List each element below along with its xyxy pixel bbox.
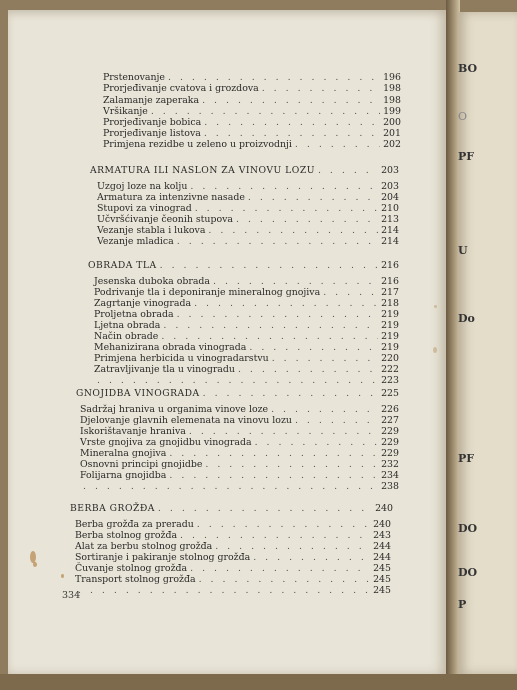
toc-entry: Berba stolnog grožđa . . . 243 (75, 530, 391, 541)
toc-entry: Stupovi za vinograd . . . 210 (97, 203, 399, 214)
toc-entry: Berba grožđa za preradu . . . 240 (75, 519, 391, 530)
toc-entry: Vezanje mladica . . . 214 (97, 236, 399, 247)
toc-entry: Uzgoj loze na kolju . . . 203 (97, 181, 399, 192)
toc-section-heading: BERBA GROŽĐA . . . 240 (70, 503, 393, 514)
toc-entry: Iskorištavanje hraniva . . . 229 (80, 426, 399, 437)
paper-stain (33, 562, 37, 567)
page-number: 334 (62, 590, 81, 601)
toc-entry: Podrivanje tla i deponiranje mineralnog gnojiva . . . 217 (94, 287, 399, 298)
toc-entry: Vrste gnojiva za gnojidbu vinograda . . . 229 (80, 437, 399, 448)
toc-entry: Vršikanje . . . 199 (103, 106, 401, 117)
toc-entry: Ljetna obrada . . . 219 (94, 320, 399, 331)
toc-entry: Jesenska duboka obrada . . . 216 (94, 276, 399, 287)
toc-entry: Mehanizirana obrada vinograda . . . 219 (94, 342, 399, 353)
right-page-fragment: BO (458, 62, 478, 75)
toc-entry: . . . 245 (75, 585, 391, 596)
table-surface (0, 674, 517, 690)
toc-entry: Prorjeđivanje cvatova i grozdova . . . 198 (103, 83, 401, 94)
toc-entry: Primjena rezidbe u zeleno u proizvodnji . . . 202 (103, 139, 401, 150)
toc-entry: Transport stolnog grožđa . . . 245 (75, 574, 391, 585)
right-page-fragment: PF (458, 452, 475, 465)
toc-entry: Čuvanje stolnog grožđa . . . 245 (75, 563, 391, 574)
toc-section-heading: GNOJIDBA VINOGRADA . . . 225 (76, 388, 399, 399)
toc-entry: . . . 238 (80, 481, 399, 492)
right-page-fragment: P (458, 598, 467, 611)
toc-entry: Prorjeđivanje bobica . . . 200 (103, 117, 401, 128)
toc-entry: Alat za berbu stolnog grožđa . . . 244 (75, 541, 391, 552)
toc-entry: . . . 223 (94, 375, 399, 386)
toc-entry: Djelovanje glavnih elemenata na vinovu lozu . . . 227 (80, 415, 399, 426)
toc-entry: Sadržaj hraniva u organima vinove loze . . . 226 (80, 404, 399, 415)
right-page-fragment: DO (458, 566, 478, 579)
right-page-fragment: O (458, 110, 468, 123)
toc-entry: Način obrade . . . 219 (94, 331, 399, 342)
toc-entry: Armatura za intenzivne nasade . . . 204 (97, 192, 399, 203)
toc-entry: Učvršćivanje čeonih stupova . . . 213 (97, 214, 399, 225)
toc-entry: Zatravljivanje tla u vinogradu . . . 222 (94, 364, 399, 375)
toc-entry: Primjena herbicida u vinogradarstvu . . . 220 (94, 353, 399, 364)
toc-entry: Zagrtanje vinograda . . . 218 (94, 298, 399, 309)
toc-section-heading: OBRADA TLA . . . 216 (88, 260, 399, 271)
paper-stain (61, 574, 64, 578)
right-page-fragment: U (458, 244, 468, 257)
toc-entry: Prorjeđivanje listova . . . 201 (103, 128, 401, 139)
toc-entry: Vezanje stabla i lukova . . . 214 (97, 225, 399, 236)
toc-entry: Proljetna obrada . . . 219 (94, 309, 399, 320)
right-page-fragment: PF (458, 150, 475, 163)
right-page-fragment: DO (458, 522, 478, 535)
toc-entry: Prstenovanje . . . 196 (103, 72, 401, 83)
toc-entry: Sortiranje i pakiranje stolnog grožđa . . . 244 (75, 552, 391, 563)
toc-entry: Mineralna gnojiva . . . 229 (80, 448, 399, 459)
paper-stain (433, 347, 437, 353)
toc-entry: Osnovni principi gnojidbe . . . 232 (80, 459, 399, 470)
book-page-right (458, 12, 517, 674)
toc-entry: Folijarna gnojidba . . . 234 (80, 470, 399, 481)
right-page-fragment: Do (458, 312, 475, 325)
paper-stain (434, 305, 437, 308)
toc-section-heading: ARMATURA ILI NASLON ZA VINOVU LOZU . . . 203 (90, 165, 399, 176)
toc-entry: Zalamanje zaperaka . . . 198 (103, 95, 401, 106)
